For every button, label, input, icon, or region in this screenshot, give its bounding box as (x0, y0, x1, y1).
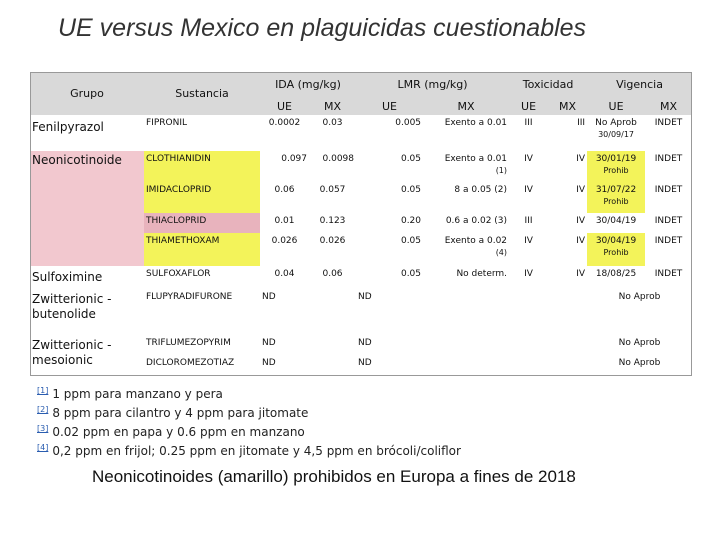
lmr-cell: ND (358, 358, 372, 369)
lmr-mx-main: Exento a 0.01 (444, 153, 508, 164)
ida-mx-cell: 0.06 (322, 269, 343, 280)
vig-mx-cell: INDET (654, 269, 683, 280)
header-vig-ue: UE (587, 97, 645, 116)
ida-mx-cell: 0.057 (319, 184, 346, 195)
grupo-cell: Sulfoximine (30, 266, 144, 289)
lmr-mx-sub: (4) (495, 248, 508, 258)
tox-ue-cell: IV (524, 269, 533, 280)
footnote (37, 421, 461, 440)
tox-mx-cell: III (577, 118, 586, 129)
lmr-cell: ND (358, 337, 372, 348)
footnotes (37, 383, 461, 459)
lmr-mx-cell: No determ. (456, 269, 508, 280)
footnote-ref[interactable]: [1] (37, 386, 49, 395)
ida-mx-cell: 0.03 (322, 118, 343, 129)
footnote-ref[interactable]: [3] (37, 424, 49, 433)
footnote-text: 0,2 ppm en frijol; 0.25 ppm en jitomate y 4,5 ppm en brócoli/coliflor (52, 444, 461, 458)
lmr-mx-cell (423, 233, 509, 266)
vig-mx-cell: INDET (654, 184, 683, 195)
lmr-ue-cell: 0.20 (400, 215, 422, 226)
sustancia-cell: FIPRONIL (144, 115, 260, 150)
footnote-ref[interactable]: [2] (37, 405, 49, 414)
vig-ue-sub: Prohib (603, 196, 629, 206)
grupo-cell: Zwitterionic - mesoionic (30, 335, 144, 376)
header-ida-mx: MX (309, 97, 356, 116)
tox-mx-cell: IV (576, 184, 586, 195)
vig-ue-cell (587, 233, 645, 266)
ida-ue-cell: 0.06 (274, 184, 295, 195)
lmr-mx-cell: 0.6 a 0.02 (3) (445, 215, 508, 226)
tox-ue-cell: IV (524, 236, 533, 247)
header-toxicidad: Toxicidad (509, 72, 587, 97)
ida-cell: ND (262, 292, 276, 303)
ida-cell: ND (262, 337, 276, 348)
vig-cell: No Aprob (618, 337, 661, 348)
lmr-ue-cell: 0.05 (400, 153, 422, 164)
footer-caption: Neonicotinoides (amarillo) prohibidos en Europa a fines de 2018 (92, 467, 576, 486)
vig-ue-cell (587, 115, 645, 150)
header-tox-ue: UE (509, 97, 548, 116)
ida-mx-cell: 0.026 (319, 236, 346, 247)
footnote (37, 383, 461, 402)
tox-ue-cell: III (524, 118, 533, 129)
footnote-text: 0.02 ppm en papa y 0.6 ppm en manzano (52, 425, 305, 439)
sustancia-cell: FLUPYRADIFURONE (144, 289, 260, 334)
vig-cell: No Aprob (618, 358, 661, 369)
vig-ue-sub: Prohib (603, 165, 629, 175)
lmr-mx-cell (423, 151, 509, 182)
pesticide-table (30, 72, 692, 376)
vig-ue-cell: 18/08/25 (595, 269, 637, 280)
sustancia-cell: DICLOROMEZOTIAZ (144, 355, 260, 376)
grupo-cell: Neonicotinoide (30, 151, 144, 267)
grupo-cell: Zwitterionic - butenolide (30, 289, 144, 334)
lmr-ue-cell: 0.05 (400, 184, 422, 195)
ida-ue-cell: 0.0002 (268, 118, 301, 129)
vig-ue-main: 31/07/22 (595, 184, 637, 195)
header-vig-mx: MX (645, 97, 692, 116)
vig-ue-main: 30/01/19 (595, 153, 637, 164)
ida-ue-cell: 0.01 (274, 215, 295, 226)
header-ida: IDA (mg/kg) (260, 72, 356, 97)
header-lmr-ue: UE (356, 97, 423, 116)
table-row (30, 266, 692, 289)
ida-ue-cell: 0.097 (281, 153, 307, 164)
header-tox-mx: MX (548, 97, 587, 116)
lmr-cell: ND (358, 292, 372, 303)
table-row (30, 289, 692, 334)
lmr-mx-cell: 8 a 0.05 (2) (454, 184, 508, 195)
header-lmr-mx: MX (423, 97, 509, 116)
vig-mx-cell: INDET (654, 118, 683, 129)
lmr-mx-cell: Exento a 0.01 (444, 118, 508, 129)
header-grupo: Grupo (30, 72, 144, 115)
ida-mx-cell: 0.123 (319, 215, 346, 226)
tox-mx-cell: IV (576, 269, 586, 280)
vig-ue-main: No Aprob (595, 118, 637, 129)
table-row (30, 151, 692, 182)
lmr-ue-cell: 0.05 (400, 269, 422, 280)
sustancia-cell: SULFOXAFLOR (144, 266, 260, 289)
header-ida-ue: UE (260, 97, 309, 116)
lmr-mx-sub: (1) (495, 165, 508, 175)
footnote-text: 1 ppm para manzano y pera (52, 387, 223, 401)
sustancia-cell: TRIFLUMEZOPYRIM (144, 335, 260, 356)
grupo-cell: Fenilpyrazol (30, 115, 144, 150)
sustancia-cell: THIAMETHOXAM (144, 233, 260, 266)
table-row (30, 335, 692, 356)
table-row (30, 115, 692, 150)
vig-ue-main: 30/04/19 (595, 236, 637, 247)
ida-ue-cell: 0.04 (274, 269, 295, 280)
footnote-text: 8 ppm para cilantro y 4 ppm para jitomate (52, 406, 309, 420)
tox-ue-cell: IV (524, 184, 533, 195)
footnote (37, 440, 461, 459)
vig-ue-cell (587, 182, 645, 213)
lmr-ue-cell: 0.05 (400, 236, 422, 247)
tox-mx-cell: IV (576, 153, 586, 164)
vig-mx-cell: INDET (654, 215, 683, 226)
header-sustancia: Sustancia (144, 72, 260, 115)
tox-mx-cell: IV (576, 236, 586, 247)
vig-ue-sub: Prohib (603, 248, 629, 258)
sustancia-cell: THIACLOPRID (144, 213, 260, 234)
tox-mx-cell: IV (576, 215, 586, 226)
header-lmr: LMR (mg/kg) (356, 72, 509, 97)
header-vigencia: Vigencia (587, 72, 692, 97)
vig-ue-cell (587, 151, 645, 182)
page-title: UE versus Mexico en plaguicidas cuestionables (58, 14, 587, 42)
sustancia-cell: IMIDACLOPRID (144, 182, 260, 213)
vig-mx-cell: INDET (654, 236, 683, 247)
vig-cell: No Aprob (618, 292, 661, 303)
tox-ue-cell: IV (524, 153, 533, 164)
ida-cell: ND (262, 358, 276, 369)
vig-ue-sub: 30/09/17 (598, 130, 634, 140)
vig-ue-cell: 30/04/19 (595, 215, 637, 226)
lmr-ue-cell: 0.005 (395, 118, 422, 129)
sustancia-cell: CLOTHIANIDIN (144, 151, 260, 182)
lmr-mx-main: Exento a 0.02 (444, 236, 508, 247)
footnote (37, 402, 461, 421)
footnote-ref[interactable]: [4] (37, 443, 49, 452)
ida-mx-cell: 0.0098 (322, 153, 355, 164)
ida-ue-cell: 0.026 (271, 236, 298, 247)
vig-mx-cell: INDET (654, 153, 683, 164)
header-row-1 (30, 72, 692, 97)
tox-ue-cell: III (524, 215, 533, 226)
